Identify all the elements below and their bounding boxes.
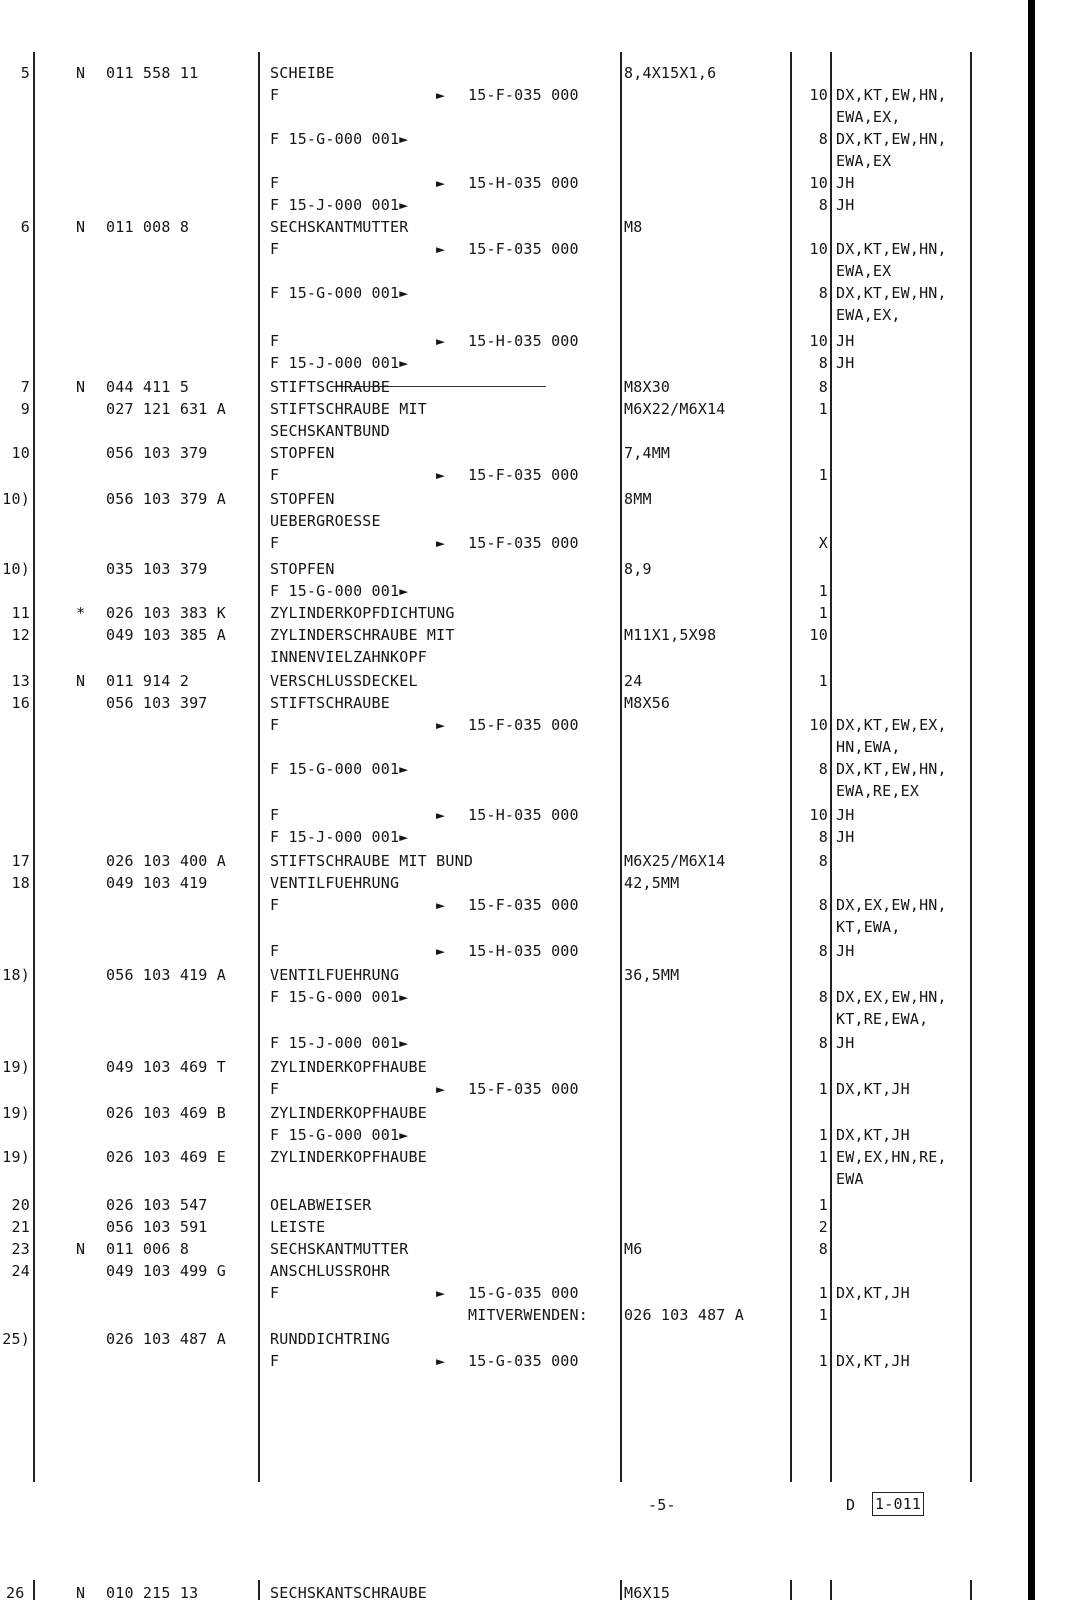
description: F 15-J-000 001► [270,1034,409,1052]
specification: 36,5MM [624,966,680,984]
description: INNENVIELZAHNKOPF [270,648,427,666]
description: STOPFEN [270,444,335,462]
part-number: 049 103 419 [106,874,208,892]
quantity: 1 [818,1196,828,1214]
description: ZYLINDERKOPFHAUBE [270,1104,427,1122]
part-number: 026 103 469 B [106,1104,226,1122]
item-position: 25) [2,1330,30,1348]
part-number: 026 103 547 [106,1196,208,1214]
specification: 42,5MM [624,874,680,892]
quantity: 1 [818,672,828,690]
description: STOPFEN [270,560,335,578]
model-codes: EWA,EX [836,262,892,280]
part-number: 026 103 383 K [106,604,226,622]
description: F [270,86,280,104]
description: F [270,806,280,824]
description: SECHSKANTBUND [270,422,390,440]
item-position: 10) [2,560,30,578]
specification: 7,4MM [624,444,671,462]
model-codes: DX,KT,JH [836,1126,910,1144]
description: F [270,1352,280,1370]
next-rule-6 [970,1580,972,1600]
model-codes: DX,KT,EW,HN, [836,130,947,148]
item-position: 10) [2,490,30,508]
model-codes: JH [836,332,855,350]
quantity: 8 [818,130,828,148]
chassis-range: 15-F-035 000 [468,896,579,914]
description: F [270,174,280,192]
description: VENTILFUEHRUNG [270,874,400,892]
rule-col-desc [620,52,622,1482]
model-codes: HN,EWA, [836,738,901,756]
model-codes: EWA,EX, [836,108,901,126]
next-page-row [0,1572,1083,1600]
quantity: X [818,534,828,552]
part-number: 026 103 487 A [106,1330,226,1348]
item-position: 17 [11,852,30,870]
item-position: 20 [11,1196,30,1214]
model-codes: DX,KT,EW,HN, [836,86,947,104]
item-position: 12 [11,626,30,644]
description: F [270,1080,280,1098]
quantity: 8 [818,852,828,870]
item-position: 23 [11,1240,30,1258]
quantity: 8 [818,942,828,960]
part-number: 027 121 631 A [106,400,226,418]
model-codes: EW,EX,HN,RE, [836,1148,947,1166]
description: F [270,466,280,484]
model-codes: JH [836,196,855,214]
quantity: 8 [818,896,828,914]
description: STIFTSCHRAUBE [270,694,390,712]
next-pos: 26 [6,1584,25,1600]
description: VENTILFUEHRUNG [270,966,400,984]
range-arrow: ► [436,896,446,914]
description: F [270,716,280,734]
description: F 15-G-000 001► [270,1126,409,1144]
specification: M11X1,5X98 [624,626,717,644]
description: ANSCHLUSSROHR [270,1262,390,1280]
part-number: 011 558 11 [106,64,199,82]
chassis-range: MITVERWENDEN: [468,1306,588,1324]
next-rule-2 [258,1580,260,1600]
page-number: -5- [648,1496,676,1514]
part-number: 056 103 397 [106,694,208,712]
model-codes: DX,EX,EW,HN, [836,988,947,1006]
item-position: 9 [20,400,30,418]
part-number: 056 103 379 A [106,490,226,508]
rule-col-part [258,52,260,1482]
description: F 15-G-000 001► [270,130,409,148]
part-number: 011 006 8 [106,1240,190,1258]
item-position: 5 [20,64,30,82]
item-position: 19) [2,1104,30,1122]
specification: 8,9 [624,560,652,578]
model-codes: DX,KT,JH [836,1352,910,1370]
description: F [270,332,280,350]
range-arrow: ► [436,86,446,104]
chassis-range: 15-G-035 000 [468,1284,579,1302]
chassis-range: 15-H-035 000 [468,806,579,824]
item-position: 19) [2,1148,30,1166]
item-flag: * [76,604,86,622]
part-number: 056 103 591 [106,1218,208,1236]
quantity: 1 [818,466,828,484]
model-codes: DX,KT,JH [836,1284,910,1302]
quantity: 10 [809,332,828,350]
model-codes: JH [836,828,855,846]
quantity: 10 [809,174,828,192]
quantity: 10 [809,806,828,824]
description: F [270,1284,280,1302]
description: F [270,534,280,552]
item-position: 18) [2,966,30,984]
model-codes: EWA,RE,EX [836,782,920,800]
item-position: 16 [11,694,30,712]
range-arrow: ► [436,1080,446,1098]
item-position: 24 [11,1262,30,1280]
description: F [270,240,280,258]
item-flag: N [76,378,86,396]
part-number: 044 411 5 [106,378,190,396]
specification: 8,4X15X1,6 [624,64,717,82]
next-rule-1 [33,1580,35,1600]
chassis-range: 15-F-035 000 [468,716,579,734]
next-flag: N [76,1584,86,1600]
specification: 026 103 487 A [624,1306,744,1324]
rule-col-models [830,52,832,1482]
quantity: 10 [809,240,828,258]
quantity: 1 [818,1284,828,1302]
part-number: 011 914 2 [106,672,190,690]
part-number: 056 103 419 A [106,966,226,984]
quantity: 2 [818,1218,828,1236]
range-arrow: ► [436,174,446,192]
specification: M6X22/M6X14 [624,400,726,418]
description: F 15-J-000 001► [270,828,409,846]
model-codes: JH [836,806,855,824]
range-arrow: ► [436,332,446,350]
range-arrow: ► [436,1352,446,1370]
description: F 15-J-000 001► [270,354,409,372]
rule-col-pos [33,52,35,1482]
model-codes: DX,KT,JH [836,1080,910,1098]
quantity: 8 [818,760,828,778]
quantity: 8 [818,196,828,214]
description: ZYLINDERKOPFHAUBE [270,1148,427,1166]
item-position: 18 [11,874,30,892]
description: F 15-G-000 001► [270,760,409,778]
part-number: 011 008 8 [106,218,190,236]
specification: M6X25/M6X14 [624,852,726,870]
description: STIFTSCHRAUBE [270,378,390,396]
item-position: 19) [2,1058,30,1076]
description: F [270,942,280,960]
quantity: 8 [818,1240,828,1258]
quantity: 8 [818,378,828,396]
description: SECHSKANTMUTTER [270,1240,409,1258]
description: ZYLINDERKOPFHAUBE [270,1058,427,1076]
model-codes: DX,KT,EW,HN, [836,284,947,302]
description: SCHEIBE [270,64,335,82]
part-number: 049 103 385 A [106,626,226,644]
page-edge-spine [1028,0,1035,1600]
range-arrow: ► [436,534,446,552]
item-flag: N [76,64,86,82]
model-codes: KT,EWA, [836,918,901,936]
model-codes: DX,KT,EW,HN, [836,240,947,258]
range-arrow: ► [436,942,446,960]
chassis-range: 15-H-035 000 [468,174,579,192]
description: F 15-J-000 001► [270,196,409,214]
description: F 15-G-000 001► [270,582,409,600]
model-codes: KT,RE,EWA, [836,1010,929,1028]
item-position: 21 [11,1218,30,1236]
quantity: 10 [809,716,828,734]
description: STIFTSCHRAUBE MIT [270,400,427,418]
range-arrow: ► [436,716,446,734]
specification: M8X30 [624,378,671,396]
next-rule-4 [790,1580,792,1600]
item-position: 11 [11,604,30,622]
model-codes: EWA [836,1170,864,1188]
quantity: 1 [818,1352,828,1370]
specification: 8MM [624,490,652,508]
part-number: 049 103 499 G [106,1262,226,1280]
description: VERSCHLUSSDECKEL [270,672,418,690]
section-letter: D [846,1496,856,1514]
specification: M8X56 [624,694,671,712]
chassis-range: 15-F-035 000 [468,534,579,552]
quantity: 1 [818,1306,828,1324]
item-flag: N [76,218,86,236]
quantity: 1 [818,400,828,418]
item-flag: N [76,1240,86,1258]
quantity: 1 [818,1080,828,1098]
chassis-range: 15-F-035 000 [468,240,579,258]
description: RUNDDICHTRING [270,1330,390,1348]
chassis-range: 15-F-035 000 [468,466,579,484]
model-codes: DX,EX,EW,HN, [836,896,947,914]
specification: M6 [624,1240,643,1258]
next-rule-3 [620,1580,622,1600]
quantity: 1 [818,582,828,600]
model-codes: DX,KT,EW,EX, [836,716,947,734]
range-arrow: ► [436,806,446,824]
chassis-range: 15-H-035 000 [468,332,579,350]
chassis-range: 15-F-035 000 [468,1080,579,1098]
part-number: 026 103 469 E [106,1148,226,1166]
range-arrow: ► [436,466,446,484]
rule-col-end [970,52,972,1482]
item-position: 13 [11,672,30,690]
quantity: 10 [809,86,828,104]
item-position: 6 [20,218,30,236]
range-arrow: ► [436,240,446,258]
quantity: 1 [818,1126,828,1144]
description: SECHSKANTMUTTER [270,218,409,236]
description: LEISTE [270,1218,326,1236]
item-position: 10 [11,444,30,462]
description: OELABWEISER [270,1196,372,1214]
chassis-range: 15-G-035 000 [468,1352,579,1370]
chassis-range: 15-H-035 000 [468,942,579,960]
chassis-range: 15-F-035 000 [468,86,579,104]
next-desc: SECHSKANTSCHRAUBE [270,1584,427,1600]
description: STOPFEN [270,490,335,508]
item-position: 7 [20,378,30,396]
range-arrow: ► [436,1284,446,1302]
model-codes: DX,KT,EW,HN, [836,760,947,778]
model-codes: JH [836,942,855,960]
model-codes: EWA,EX, [836,306,901,324]
model-codes: JH [836,1034,855,1052]
part-number: 026 103 400 A [106,852,226,870]
item-flag: N [76,672,86,690]
part-number: 056 103 379 [106,444,208,462]
description: UEBERGROESSE [270,512,381,530]
quantity: 8 [818,828,828,846]
quantity: 8 [818,988,828,1006]
next-part: 010 215 13 [106,1584,199,1600]
model-codes: JH [836,174,855,192]
specification: 24 [624,672,643,690]
description: ZYLINDERSCHRAUBE MIT [270,626,455,644]
description: STIFTSCHRAUBE MIT BUND [270,852,474,870]
part-number: 035 103 379 [106,560,208,578]
specification: M8 [624,218,643,236]
quantity: 8 [818,1034,828,1052]
next-spec: M6X15 [624,1584,671,1600]
quantity: 1 [818,1148,828,1166]
model-codes: JH [836,354,855,372]
description: F [270,896,280,914]
model-codes: EWA,EX [836,152,892,170]
description: F 15-G-000 001► [270,988,409,1006]
quantity: 8 [818,354,828,372]
quantity: 8 [818,284,828,302]
description: F 15-G-000 001► [270,284,409,302]
quantity: 10 [809,626,828,644]
section-code-box: 1-011 [872,1492,924,1516]
description: ZYLINDERKOPFDICHTUNG [270,604,455,622]
part-number: 049 103 469 T [106,1058,226,1076]
quantity: 1 [818,604,828,622]
rule-col-qty [790,52,792,1482]
next-rule-5 [830,1580,832,1600]
